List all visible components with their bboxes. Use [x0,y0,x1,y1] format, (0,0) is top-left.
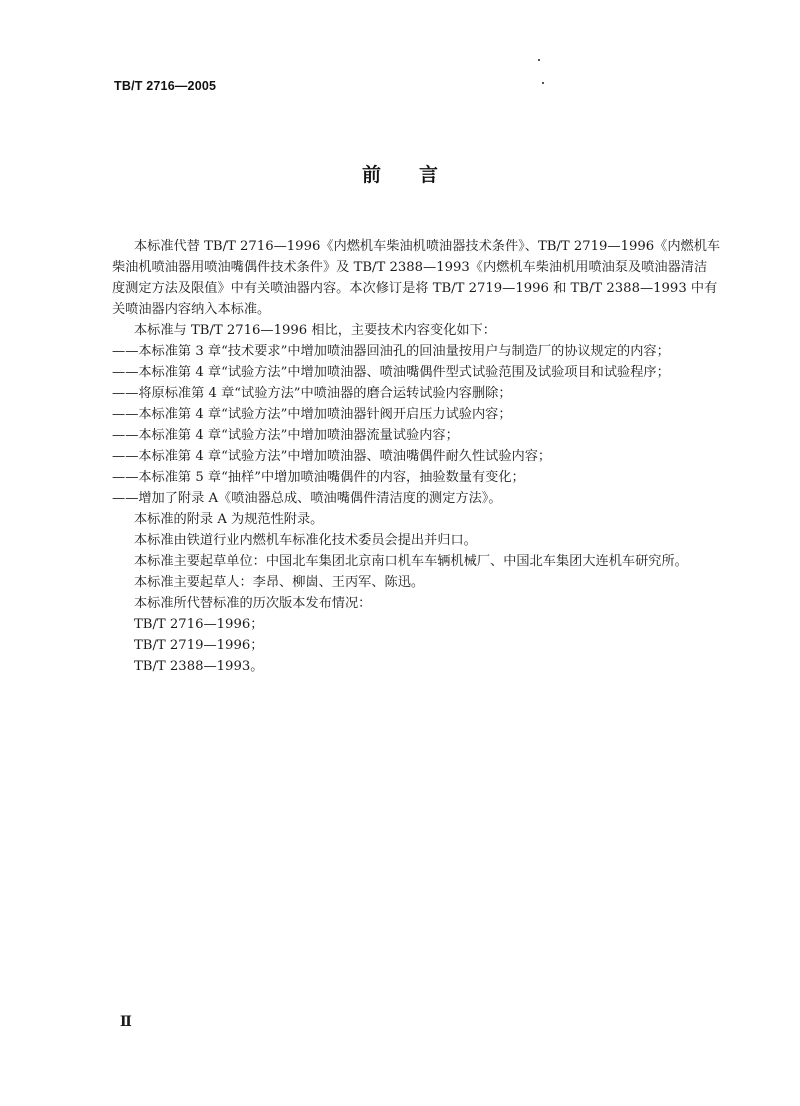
title-char-1: 前 [361,164,381,186]
history-item: TB/T 2388—1993。 [134,659,264,674]
intro-line: 关喷油器内容纳入本标准。 [112,302,271,317]
comparison-lead: 本标准与 TB/T 2716—1996 相比，主要技术内容变化如下： [134,323,496,338]
drafting-units: 本标准主要起草单位：中国北车集团北京南口机车车辆机械厂、中国北车集团大连机车研究所。 [134,554,688,569]
intro-line: 柴油机喷油器用喷油嘴偶件技术条件》及 TB/T 2388—1993《内燃机车柴油机用喷油泵及喷油器清洁 [112,260,708,275]
drafters: 本标准主要起草人：李昂、柳崮、王丙军、陈迅。 [134,575,425,590]
history-item: TB/T 2716—1996； [134,617,264,632]
history-lead: 本标准所代替标准的历次版本发布情况： [134,596,372,611]
proposer-statement: 本标准由铁道行业内燃机车标准化技术委员会提出并归口。 [134,533,477,548]
change-item: ——将原标准第 4 章“试验方法”中喷油器的磨合运转试验内容删除； [112,386,512,401]
scan-speck [538,59,540,61]
change-item: ——本标准第 4 章“试验方法”中增加喷油器、喷油嘴偶件耐久性试验内容； [112,449,552,464]
annex-note: 本标准的附录 A 为规范性附录。 [134,512,324,527]
foreword-body [112,236,724,677]
change-item: ——本标准第 4 章“试验方法”中增加喷油器流量试验内容； [112,428,459,443]
standard-code-header: TB/T 2716—2005 [114,79,217,93]
change-item: ——本标准第 4 章“试验方法”中增加喷油器针阀开启压力试验内容； [112,407,512,422]
history-item: TB/T 2719—1996； [134,638,264,653]
change-item: ——本标准第 5 章“抽样”中增加喷油嘴偶件的内容，抽验数量有变化； [112,470,525,485]
change-item: ——增加了附录 A《喷油器总成、喷油嘴偶件清洁度的测定方法》。 [112,491,502,506]
scan-speck [542,82,544,84]
change-item: ——本标准第 3 章“技术要求”中增加喷油器回油孔的回油量按用户与制造厂的协议规定的内容； [112,344,670,359]
page-number: Ⅱ [120,1014,132,1030]
title-char-2: 言 [419,164,439,186]
page-title [0,160,800,187]
change-item: ——本标准第 4 章“试验方法”中增加喷油器、喷油嘴偶件型式试验范围及试验项目和试验程序； [112,365,670,380]
intro-line: 度测定方法及限值》中有关喷油器内容。本次修订是将 TB/T 2719—1996 和 TB/T 2388—1993 中有 [112,281,718,296]
intro-line: 本标准代替 TB/T 2716—1996《内燃机车柴油机喷油器技术条件》、TB/T 2719—1996《内燃机车 [134,239,721,254]
